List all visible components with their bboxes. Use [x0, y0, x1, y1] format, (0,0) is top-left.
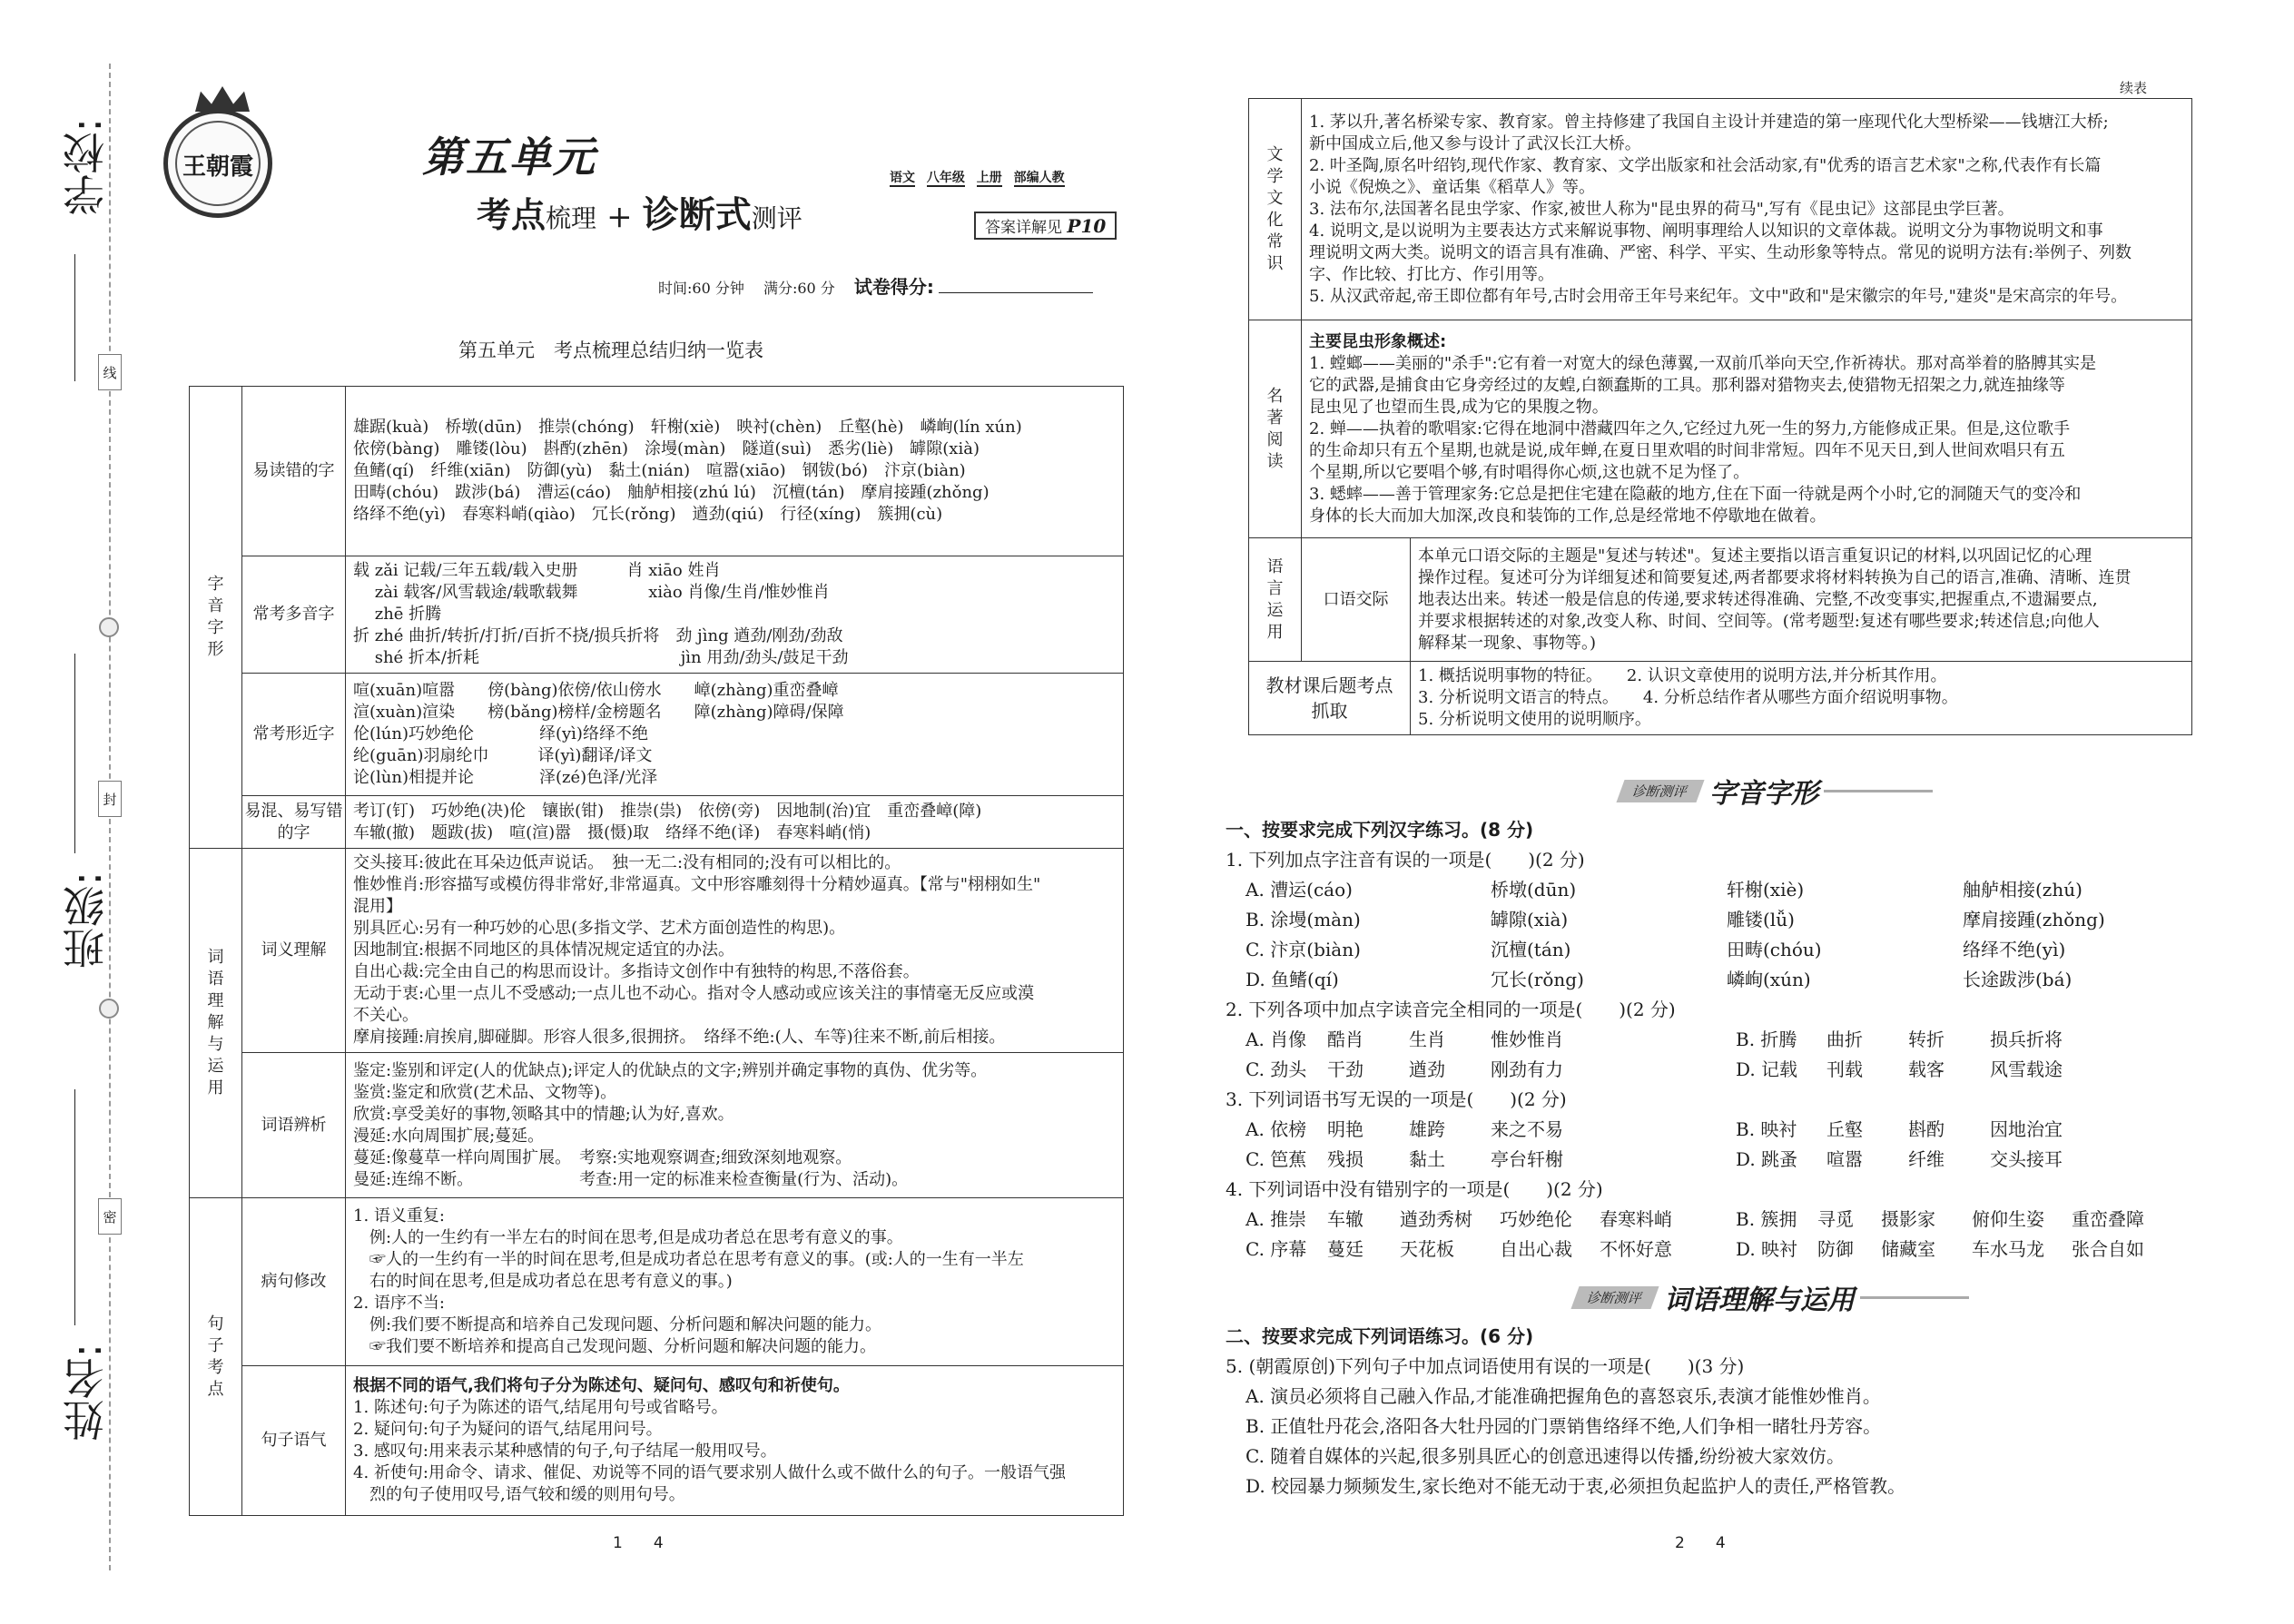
- question-option: C. 笆蕉: [1245, 1148, 1307, 1170]
- crown-icon: [195, 86, 250, 112]
- question-option: 防御: [1817, 1238, 1854, 1260]
- row-sublabel: 口语交际: [1302, 538, 1411, 662]
- score-label: 试卷得分:: [853, 276, 934, 298]
- subject-tag: 语文: [890, 171, 915, 185]
- question-option: D. 映衬: [1736, 1238, 1798, 1260]
- school-line: [74, 254, 75, 381]
- row-label: 常考形近字: [242, 674, 346, 796]
- question-option: 刚劲有力: [1491, 1058, 1563, 1080]
- row-label: 语言运用: [1249, 538, 1302, 662]
- question-option: 自出心裁: [1500, 1238, 1572, 1260]
- question-option: 残损: [1327, 1148, 1364, 1170]
- row-label: 文学文化常识: [1249, 99, 1302, 320]
- subject-tags: [890, 168, 1065, 186]
- section-2: [1226, 1322, 2206, 1501]
- question-option: 长途跋涉(bá): [1963, 969, 2072, 990]
- full-score: 满分:60 分: [763, 280, 835, 297]
- binding-hole: [99, 999, 119, 1019]
- question-option: 明艳: [1327, 1118, 1364, 1140]
- question-option: 雕镂(lǚ): [1727, 909, 1795, 930]
- question-option: 春寒料峭: [1600, 1208, 1672, 1230]
- question-option: 生肖: [1409, 1029, 1445, 1050]
- banner-tag: 诊断测评: [1616, 780, 1704, 802]
- question-option: A. 依榜: [1245, 1118, 1307, 1140]
- score-blank[interactable]: [939, 292, 1093, 293]
- page-number-right: 2 4: [1675, 1534, 1726, 1552]
- seal-mark-line: 线: [98, 354, 122, 390]
- question-option: 干劲: [1327, 1058, 1364, 1080]
- question-option: 亭台轩榭: [1491, 1148, 1563, 1170]
- question-option: 桥墩(dūn): [1491, 879, 1577, 901]
- option-row: [1226, 1025, 2206, 1055]
- question-option: 寻觅: [1817, 1208, 1854, 1230]
- question-option: 来之不易: [1491, 1118, 1563, 1140]
- question-option: 酷肖: [1327, 1029, 1364, 1050]
- question-option: 摩肩接踵(zhǒng): [1963, 909, 2105, 930]
- right-page: [1226, 80, 2201, 1578]
- logo-text: 王朝霞: [182, 153, 253, 181]
- option-row: [1226, 1205, 2206, 1235]
- question-option: 丘壑: [1826, 1118, 1863, 1140]
- question-option: 风雪载途: [1990, 1058, 2063, 1080]
- question-option: D. 鱼鳍(qí): [1245, 969, 1339, 990]
- option-row: [1226, 935, 2206, 965]
- name-line: [74, 1089, 75, 1325]
- question-option: 巧妙绝伦: [1500, 1208, 1572, 1230]
- banner-arrow-icon: [1860, 1296, 1969, 1299]
- binding-margin: [0, 0, 163, 1624]
- question-option: B. 涂墁(màn): [1245, 909, 1361, 930]
- subtitle-plus: +: [606, 199, 633, 235]
- school-label: 学校:: [62, 118, 111, 216]
- question-option: 储藏室: [1881, 1238, 1935, 1260]
- subject-tag: 上册: [976, 171, 1002, 185]
- category-ci-yu: 词语理解与运用: [190, 849, 242, 1198]
- question-option: 天花板: [1400, 1238, 1454, 1260]
- row-label: 常考多音字: [242, 556, 346, 674]
- option-row: [1226, 875, 2206, 905]
- time-score-row: [658, 272, 1093, 299]
- row-content: 1. 茅以升,著名桥梁专家、教育家。曾主持修建了我国自主设计并建造的第一座现代化大型桥梁——钱塘江大桥; 新中国成立后,他又参与设计了武汉长江大桥。 2. 叶圣陶,原名叶绍钧,现代作家、教育家、文学出版家和社会活动家,有"优秀的语言艺术家"之称,代表作有长篇 小说《倪焕之》、童话集《稻草人》等。 3. 法布尔,法国著名昆虫学家、作家,被世人称为"昆虫界的荷马",写有《昆虫记》这部昆虫学巨著。 4. 说明文,是以说明为主要表达方式来解说事物、阐明事理给人以知识的文章体裁。说明文分为事物说明文和事 理说明文两大类。说明文的语言具有准确、严密、科学、平实、生动形象等特点。常见的说明方法有:举例子、列数 字、作比较、打比方、作引用等。 5. 从汉武帝起,帝王即位都有年号,古时会用帝王年号来纪年。文中"政和"是宋徽宗的年号,"建炎"是宋高宗的年号。: [1302, 99, 2192, 320]
- row-label: 病句修改: [242, 1198, 346, 1366]
- seal-mark-secret: 密: [98, 1198, 122, 1235]
- subtitle-zhenduan: 诊断式: [642, 194, 752, 236]
- unit-title: 第五单元: [422, 133, 596, 182]
- banner-arrow-icon: [1824, 790, 1933, 792]
- question-option: C. 随着自媒体的兴起,很多别具匠心的创意迅速得以传播,纷纷被大家效仿。: [1245, 1445, 1846, 1467]
- question-option: C. 汴京(biàn): [1245, 939, 1361, 960]
- question-list: [1226, 845, 2206, 1265]
- option-row: [1226, 1235, 2206, 1265]
- answer-page: P10: [1067, 215, 1107, 237]
- question-option: 沉檀(tán): [1491, 939, 1571, 960]
- answer-ref-box: [974, 212, 1117, 240]
- class-label: 班级:: [62, 871, 111, 969]
- question-option: 遒劲秀树: [1400, 1208, 1472, 1230]
- row-label: 易混、易写错的字: [242, 796, 346, 849]
- question-option: A. 肖像: [1245, 1029, 1307, 1050]
- question-option: C. 序幕: [1245, 1238, 1307, 1260]
- question-option: 摄影家: [1881, 1208, 1935, 1230]
- question-option: 冗长(rǒng): [1491, 969, 1584, 990]
- question-option: 斟酌: [1908, 1118, 1944, 1140]
- question-option: 交头接耳: [1990, 1148, 2063, 1170]
- question-option: B. 正值牡丹花会,洛阳各大牡丹园的门票销售络绎不绝,人们争相一睹牡丹芳容。: [1245, 1415, 1882, 1437]
- logo-seal: [163, 109, 272, 218]
- row-content: 雄踞(kuà) 桥墩(dūn) 推崇(chóng) 轩榭(xiè) 映衬(chèn) 丘壑(hè) 嶙峋(lín xún) 依傍(bàng) 雕镂(lòu) 斟酌(zhēn) 涂墁(màn) 隧道(suì) 悉劣(liè) 罅隙(xià) 鱼鳍(qí) 纤维(xiān) 防御(yù) 黏土(nián) 喧嚣(xiāo) 钢钹(bó) 汴京(biàn) 田畴(chóu) 跋涉(bá) 漕运(cáo) 舳舻相接(zhú lú) 沉檀(tán) 摩肩接踵(zhǒng) 络绎不绝(yì) 春寒料峭(qiào) 冗长(rǒng) 遒劲(qiú) 行径(xíng) 簇拥(cù): [346, 387, 1124, 556]
- subtitle-shuli: 梳理: [546, 203, 597, 233]
- question-option: B. 簇拥: [1736, 1208, 1797, 1230]
- question-option: 罅隙(xià): [1491, 909, 1569, 930]
- question-stem: 5. (朝霞原创)下列句子中加点词语使用有误的一项是( )(3 分): [1226, 1355, 1745, 1377]
- option-row: [1226, 1145, 2206, 1175]
- section-heading: 一、按要求完成下列汉字练习。(8 分): [1226, 819, 1534, 841]
- question-option: 喧嚣: [1826, 1148, 1863, 1170]
- question-option: 重峦叠障: [2072, 1208, 2144, 1230]
- question-option: 因地治宜: [1990, 1118, 2063, 1140]
- question-option: 损兵折将: [1990, 1029, 2063, 1050]
- question-option: 嶙峋(xún): [1727, 969, 1811, 990]
- row-label: 词义理解: [242, 849, 346, 1053]
- option-row: [1226, 1115, 2206, 1145]
- subtitle: [477, 186, 802, 238]
- question-option: 张合自如: [2072, 1238, 2144, 1260]
- summary-table-title: 第五单元 考点梳理总结归纳一览表: [458, 340, 763, 361]
- section-1: [1226, 815, 2206, 1265]
- answer-ref-text: 答案详解见: [985, 219, 1062, 237]
- name-label: 姓名:: [62, 1343, 111, 1442]
- question-option: 田畴(chóu): [1727, 939, 1822, 960]
- row-content: 主要昆虫形象概述: 1. 螳螂——美丽的"杀手":它有着一对宽大的绿色薄翼,一双前爪举向天空,作祈祷状。那对高举着的胳膊其实是 它的武器,是捕食由它身旁经过的友蝗,白额蠢斯的工具。那利器对猎物夹去,使猎物无招架之力,就连抽缘等 昆虫见了也望而生畏,成为它的果腹之物。 2. 蝉——执着的歌唱家:它得在地洞中潜藏四年之久,它经过九死一生的努力,方能修成正果。但是,这位歌手 的生命却只有五个星期,也就是说,成年蝉,在夏日里欢唱的时间非常短。四年不见天日,到人世间欢唱只有五 个星期,所以它要唱个够,有时唱得你心烦,这也就不足为怪了。 3. 蟋蟀——善于管理家务:它总是把住宅建在隐蔽的地方,住在下面一待就是两个小时,它的洞随天气的变冷和 身体的长大而加大加深,改良和装饰的工作,总是经常地不停歇地在做着。: [1302, 320, 2192, 538]
- question-option: 转折: [1908, 1029, 1944, 1050]
- question-option: 遒劲: [1409, 1058, 1445, 1080]
- banner-tag: 诊断测评: [1570, 1286, 1659, 1309]
- row-content: 载 zǎi 记载/三年五载/载入史册 肖 xiāo 姓肖 zài 载客/风雪载途/载歌载舞 xiào 肖像/生肖/惟妙惟肖 zhē 折腾 折 zhé 曲折/转折/打折/百折不挠/损兵折将 劲 jìng 遒劲/刚劲/劲敌 shé 折本/折耗 jìn 用劲/劲头/鼓足干劲: [346, 556, 1124, 674]
- question-stem: 4. 下列词语中没有错别字的一项是( )(2 分): [1226, 1178, 1603, 1200]
- question-option: B. 折腾: [1736, 1029, 1797, 1050]
- subject-tag: 部编人教: [1013, 171, 1065, 185]
- question-stem: 3. 下列词语书写无误的一项是( )(2 分): [1226, 1088, 1567, 1110]
- row-content: 根据不同的语气,我们将句子分为陈述句、疑问句、感叹句和祈使句。 1. 陈述句:句子为陈述的语气,结尾用句号或省略号。 2. 疑问句:句子为疑问的语气,结尾用问号。 3. 感叹句:用来表示某种感情的句子,句子结尾一般用叹号。 4. 祈使句:用命令、请求、催促、劝说等不同的语气要求别人做什么或不做什么的句子。一般语气强 烈的句子使用叹号,语气较和缓的则用句号。: [346, 1366, 1124, 1516]
- subject-tag: 八年级: [926, 171, 965, 185]
- row-content: 本单元口语交际的主题是"复述与转述"。复述主要指以语言重复识记的材料,以巩固记忆的心理 操作过程。复述可分为详细复述和简要复述,两者都要求将材料转换为自己的语言,准确、清晰、连贯 地表达出来。转述一般是信息的传递,要求转述得准确、完整,不改变事实,把握重点,不遗漏要点, 并要求根据转述的对象,改变人称、时间、空间等。(常考题型:复述有哪些要求;转述信息;向他人 解释某一现象、事物等。): [1411, 538, 2192, 662]
- question-option: 纤维: [1908, 1148, 1944, 1170]
- option-row: [1226, 965, 2206, 995]
- row-label: 词语辨析: [242, 1053, 346, 1198]
- question-option: A. 推崇: [1245, 1208, 1307, 1230]
- question-option: 不怀好意: [1600, 1238, 1672, 1260]
- question-option: D. 校园暴力频频发生,家长绝对不能无动于衷,必须担负起监护人的责任,严格管教。: [1245, 1475, 1906, 1497]
- question-option: 黏土: [1409, 1148, 1445, 1170]
- seal-mark-seal: 封: [98, 781, 122, 817]
- time-limit: 时间:60 分钟: [658, 280, 744, 297]
- question-option: D. 记载: [1736, 1058, 1798, 1080]
- question-option: 车辙: [1327, 1208, 1364, 1230]
- banner-title: 词语理解与运用: [1664, 1284, 1856, 1316]
- question-option: D. 跳蚤: [1736, 1148, 1798, 1170]
- row-content: 1. 概括说明事物的特征。 2. 认识文章使用的说明方法,并分析其作用。 3. 分析说明文语言的特点。 4. 分析总结作者从哪些方面介绍说明事物。 5. 分析说明文使用的说明顺序。: [1411, 662, 2192, 735]
- question-option: B. 映衬: [1736, 1118, 1797, 1140]
- banner-title: 字音字形: [1709, 778, 1819, 810]
- row-content: 考订(钉) 巧妙绝(决)伦 镶嵌(钳) 推崇(祟) 依傍(旁) 因地制(治)宜 重峦叠嶂(障) 车辙(撤) 题跋(拔) 喧(渲)嚣 摄(慑)取 络绎不绝(译) 春寒料峭(悄): [346, 796, 1124, 849]
- category-ju-zi: 句子考点: [190, 1198, 242, 1516]
- question-option: 舳舻相接(zhú): [1963, 879, 2082, 901]
- row-content: 鉴定:鉴别和评定(人的优缺点);评定人的优缺点的文字;辨别并确定事物的真伪、优劣等。 鉴赏:鉴定和欣赏(艺术品、文物等)。 欣赏:享受美好的事物,领略其中的情趣;认为好,喜欢。 漫延:水向周围扩展;蔓延。 蔓延:像蔓草一样向周围扩展。 考察:实地观察调查;细致深刻地观察。 曼延:连绵不断。 考查:用一定的标准来检查衡量(行为、活动)。: [346, 1053, 1124, 1198]
- summary-table: [189, 386, 1124, 1516]
- question-option: 载客: [1908, 1058, 1944, 1080]
- left-page: [182, 86, 1130, 1584]
- section-banner-2: [1575, 1278, 1969, 1316]
- row-label: 易读错的字: [242, 387, 346, 556]
- option-row: [1226, 1055, 2206, 1085]
- question-option: 络绎不绝(yì): [1963, 939, 2066, 960]
- page-number-left: 1 4: [613, 1534, 664, 1552]
- question-option: C. 劲头: [1245, 1058, 1307, 1080]
- continued-label: 续表: [2120, 80, 2148, 96]
- continued-table: [1248, 98, 2192, 735]
- question-option: A. 演员必须将自己融入作品,才能准确把握角色的喜怒哀乐,表演才能惟妙惟肖。: [1245, 1385, 1881, 1407]
- question-option: 惟妙惟肖: [1491, 1029, 1563, 1050]
- question-option: 雄跨: [1409, 1118, 1445, 1140]
- question-option: 刊载: [1826, 1058, 1863, 1080]
- category-zi-yin-zi-xing: 字音字形: [190, 387, 242, 849]
- question-option: 曲折: [1826, 1029, 1863, 1050]
- row-content: 喧(xuān)喧嚣 傍(bàng)依傍/依山傍水 嶂(zhàng)重峦叠嶂 渲(xuàn)渲染 榜(bǎng)榜样/金榜题名 障(zhàng)障碍/保障 伦(lún)巧妙绝伦 绎(yì)络绎不绝 纶(guān)羽扇纶巾 译(yì)翻译/译文 论(lùn)相提并论 泽(zé)色泽/光泽: [346, 674, 1124, 796]
- section-heading: 二、按要求完成下列词语练习。(6 分): [1226, 1325, 1534, 1347]
- row-label: 名著阅读: [1249, 320, 1302, 538]
- option-row: [1226, 905, 2206, 935]
- binding-hole: [99, 617, 119, 637]
- question-stem: 1. 下列加点字注音有误的一项是( )(2 分): [1226, 849, 1585, 871]
- subtitle-ceping: 测评: [751, 203, 802, 233]
- question-option: A. 漕运(cáo): [1245, 879, 1353, 901]
- question-stem: 2. 下列各项中加点字读音完全相同的一项是( )(2 分): [1226, 999, 1676, 1020]
- row-label: 句子语气: [242, 1366, 346, 1516]
- question-option: 俯仰生姿: [1972, 1208, 2044, 1230]
- row-content: 交头接耳:彼此在耳朵边低声说话。 独一无二:没有相同的;没有可以相比的。 惟妙惟肖:形容描写或模仿得非常好,非常逼真。文中形容雕刻得十分精妙逼真。【常与"栩栩如生" 混用】 别具匠心:另有一种巧妙的心思(多指文学、艺术方面创造性的构思)。 因地制宜:根据不同地区的具体情况规定适宜的办法。 自出心裁:完全由自己的构思而设计。多指诗文创作中有独特的构思,不落俗套。 无动于衷:心里一点儿不受感动;一点儿也不动心。指对令人感动或应该关注的事情毫无反应或漠 不关心。 摩肩接踵:肩挨肩,脚碰脚。形容人很多,很拥挤。 络绎不绝:(人、车等)往来不断,前后相接。: [346, 849, 1124, 1053]
- class-line: [74, 654, 75, 853]
- row-content: 1. 语义重复: 例:人的一生约有一半左右的时间在思考,但是成功者总在思考有意义的事。 ☞人的一生约有一半的时间在思考,但是成功者总在思考有意义的事。(或:人的一生有一半左 右的时间在思考,但是成功者总在思考有意义的事。) 2. 语序不当: 例:我们要不断提高和培养自己发现问题、分析问题和解决问题的能力。 ☞我们要不断培养和提高自己发现问题、分析问题和解决问题的能力。: [346, 1198, 1124, 1366]
- question-option: 车水马龙: [1972, 1238, 2044, 1260]
- question-option: 蔓廷: [1327, 1238, 1364, 1260]
- question-option: 轩榭(xiè): [1727, 879, 1805, 901]
- subtitle-kaodian: 考点: [477, 195, 546, 235]
- section-banner-1: [1620, 772, 1933, 810]
- row-label: 教材课后题考点抓取: [1249, 662, 1411, 735]
